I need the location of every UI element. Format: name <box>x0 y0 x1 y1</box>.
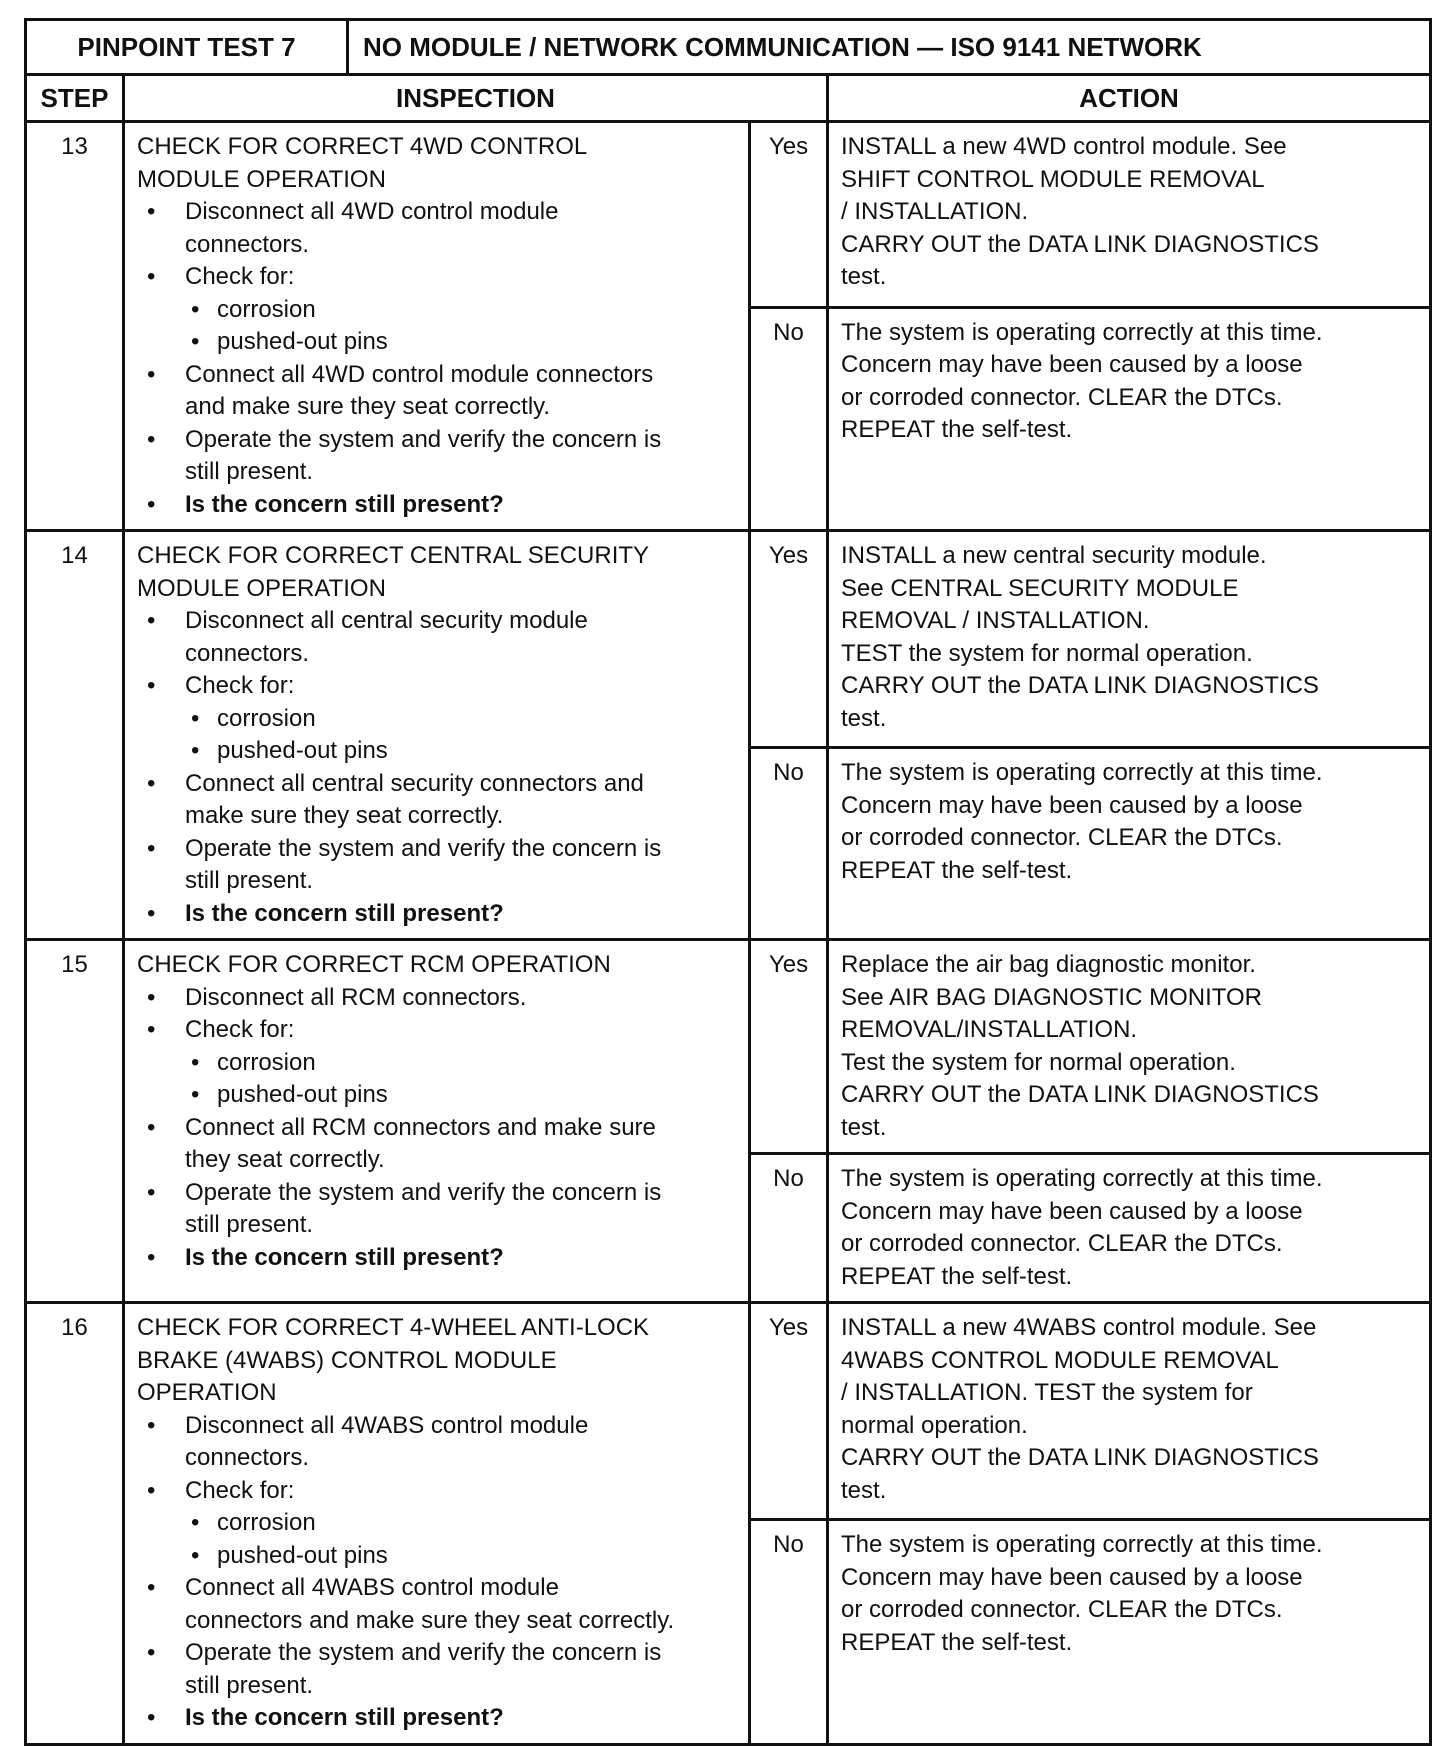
yes-action <box>828 1303 1431 1520</box>
action-line: or corroded connector. CLEAR the DTCs. <box>841 824 1283 852</box>
sub-bullet-item <box>137 294 738 327</box>
title-line: BRAKE (4WABS) CONTROL MODULE <box>137 1346 557 1374</box>
action-line: REPEAT the self-test. <box>841 856 1073 884</box>
no-label: No <box>750 307 828 530</box>
title-line: CHECK FOR CORRECT RCM OPERATION <box>137 951 611 978</box>
bullet-text <box>185 833 738 898</box>
question-text: Is the concern still present? <box>185 1243 504 1271</box>
pinpoint-test-document <box>24 18 1432 1746</box>
yes-action <box>828 531 1431 748</box>
action-line: Test the system for normal operation. <box>841 1048 1236 1076</box>
bullet-line: Disconnect all 4WABS control module <box>185 1411 589 1439</box>
title-line: MODULE OPERATION <box>137 165 386 193</box>
bullet-item <box>137 1014 738 1047</box>
bullet-icon: • <box>147 263 156 290</box>
action-line: The system is operating correctly at this time. <box>841 318 1323 346</box>
bullet-text <box>185 1177 738 1242</box>
diagnostic-steps-table <box>24 73 1432 1746</box>
bullet-text <box>185 1637 738 1702</box>
sub-bullet-item <box>137 1507 738 1540</box>
action-line: CARRY OUT the DATA LINK DIAGNOSTICS <box>841 1444 1319 1471</box>
action-line: or corroded connector. CLEAR the DTCs. <box>841 383 1283 411</box>
bullet-line: Connect all central security connectors and <box>185 769 644 797</box>
action-line: INSTALL a new 4WABS control module. See <box>841 1314 1317 1341</box>
yes-action <box>828 940 1431 1154</box>
bullet-line: they seat correctly. <box>185 1146 385 1173</box>
question-text: Is the concern still present? <box>185 899 504 927</box>
bullet-icon: • <box>147 1016 156 1043</box>
action-column-header: ACTION <box>828 75 1431 122</box>
action-line: INSTALL a new central security module. <box>841 542 1267 569</box>
action-line: CARRY OUT the DATA LINK DIAGNOSTICS <box>841 1081 1319 1108</box>
bullet-item <box>137 670 738 703</box>
title-line: OPERATION <box>137 1379 277 1406</box>
bullet-line: still present. <box>185 867 314 894</box>
no-action <box>828 1520 1431 1744</box>
bullet-line: connectors and make sure they seat correctly. <box>185 1606 675 1634</box>
step-number: 15 <box>26 940 124 1303</box>
action-line: The system is operating correctly at this time. <box>841 759 1323 787</box>
bullet-line: Operate the system and verify the concern is <box>185 425 662 453</box>
bullet-icon: • <box>191 295 200 323</box>
bullet-icon: • <box>147 425 156 453</box>
action-line: Concern may have been caused by a loose <box>841 1563 1303 1591</box>
sub-bullet-item <box>137 735 738 768</box>
bullet-line: still present. <box>185 1211 314 1238</box>
bullet-item <box>137 1475 738 1508</box>
bullet-line: Operate the system and verify the concern is <box>185 1178 662 1206</box>
bullet-line: connectors. <box>185 230 310 258</box>
bullet-text <box>185 982 738 1015</box>
no-label: No <box>750 1520 828 1744</box>
action-line: Concern may have been caused by a loose <box>841 791 1303 819</box>
bullet-item <box>137 833 738 898</box>
bullet-icon: • <box>147 672 156 699</box>
step-number: 13 <box>26 122 124 531</box>
bullet-line: Operate the system and verify the concern is <box>185 1639 662 1666</box>
action-line: TEST the system for normal operation. <box>841 639 1253 667</box>
question-text: Is the concern still present? <box>185 1704 504 1731</box>
bullet-icon: • <box>147 899 156 927</box>
action-line: INSTALL a new 4WD control module. See <box>841 133 1287 160</box>
bullet-item <box>137 359 738 424</box>
bullet-item <box>137 1177 738 1242</box>
bullet-icon: • <box>191 704 200 732</box>
action-line: The system is operating correctly at this time. <box>841 1165 1323 1192</box>
bullet-icon: • <box>147 607 156 634</box>
bullet-item <box>137 1242 738 1275</box>
bullet-text: Check for: <box>185 1016 295 1043</box>
bullet-icon: • <box>147 769 156 797</box>
bullet-icon: • <box>147 1243 156 1271</box>
action-line: REPEAT the self-test. <box>841 1262 1073 1290</box>
action-line: REMOVAL / INSTALLATION. <box>841 607 1150 634</box>
step-number: 14 <box>26 531 124 940</box>
step-row-15 <box>26 940 1431 1154</box>
bullet-text: pushed-out pins <box>217 1081 388 1108</box>
bullet-item <box>137 605 738 670</box>
no-action <box>828 748 1431 940</box>
inspection-cell <box>124 940 750 1303</box>
bullet-item <box>137 898 738 931</box>
title-line: CHECK FOR CORRECT CENTRAL SECURITY <box>137 542 650 569</box>
bullet-icon: • <box>147 1476 156 1504</box>
step-row-14 <box>26 531 1431 748</box>
inspection-title <box>137 131 738 196</box>
bullet-text: pushed-out pins <box>217 1541 388 1569</box>
bullet-text <box>185 1410 738 1475</box>
inspection-column-header: INSPECTION <box>124 75 828 122</box>
bullet-text: pushed-out pins <box>217 737 388 764</box>
inspection-cell <box>124 1303 750 1745</box>
bullet-line: Disconnect all 4WD control module <box>185 198 559 225</box>
bullet-item <box>137 1572 738 1637</box>
title-line: MODULE OPERATION <box>137 574 386 602</box>
bullet-line: and make sure they seat correctly. <box>185 393 551 420</box>
bullet-item <box>137 424 738 489</box>
bullet-text <box>185 359 738 424</box>
title-line: CHECK FOR CORRECT 4WD CONTROL <box>137 133 588 160</box>
bullet-icon: • <box>191 328 200 355</box>
inspection-cell <box>124 531 750 940</box>
bullet-icon: • <box>147 490 156 518</box>
sub-bullet-item <box>137 1540 738 1573</box>
bullet-text: Check for: <box>185 672 295 699</box>
action-line: REPEAT the self-test. <box>841 416 1073 444</box>
bullet-item <box>137 1637 738 1702</box>
yes-label: Yes <box>750 1303 828 1520</box>
action-line: test. <box>841 263 887 290</box>
action-line: test. <box>841 704 887 732</box>
bullet-icon: • <box>147 1113 156 1141</box>
question-text: Is the concern still present? <box>185 490 504 518</box>
bullet-text: corrosion <box>217 1509 316 1536</box>
bullet-icon: • <box>191 1048 200 1076</box>
action-line: CARRY OUT the DATA LINK DIAGNOSTICS <box>841 672 1319 699</box>
bullet-text <box>185 605 738 670</box>
inspection-title <box>137 1312 738 1410</box>
bullet-icon: • <box>191 1509 200 1536</box>
no-label: No <box>750 1154 828 1303</box>
test-title: NO MODULE / NETWORK COMMUNICATION — ISO 9141 NETWORK <box>348 20 1431 75</box>
bullet-text: pushed-out pins <box>217 328 388 355</box>
bullet-text <box>185 1572 738 1637</box>
action-line: Concern may have been caused by a loose <box>841 1197 1303 1225</box>
action-line: test. <box>841 1476 887 1504</box>
bullet-item <box>137 1702 738 1735</box>
inspection-title <box>137 540 738 605</box>
bullet-text: Check for: <box>185 263 295 290</box>
action-line: The system is operating correctly at this time. <box>841 1531 1323 1559</box>
bullet-line: Connect all 4WD control module connectors <box>185 360 654 388</box>
bullet-line: Operate the system and verify the concern is <box>185 834 662 862</box>
action-line: CARRY OUT the DATA LINK DIAGNOSTICS <box>841 230 1319 258</box>
bullet-text: Check for: <box>185 1476 295 1504</box>
bullet-item <box>137 982 738 1015</box>
step-column-header: STEP <box>26 75 124 122</box>
action-line: / INSTALLATION. <box>841 198 1029 225</box>
bullet-item <box>137 1112 738 1177</box>
action-line: REPEAT the self-test. <box>841 1628 1073 1656</box>
test-header-table <box>24 18 1432 76</box>
bullet-line: Disconnect all central security module <box>185 607 588 634</box>
bullet-icon: • <box>147 983 156 1011</box>
sub-bullet-item <box>137 326 738 359</box>
bullet-text <box>185 768 738 833</box>
action-line: SHIFT CONTROL MODULE REMOVAL <box>841 165 1265 193</box>
sub-bullet-item <box>137 1079 738 1112</box>
bullet-line: Disconnect all RCM connectors. <box>185 983 527 1011</box>
action-line: Replace the air bag diagnostic monitor. <box>841 951 1256 978</box>
bullet-item <box>137 196 738 261</box>
action-line: test. <box>841 1113 887 1141</box>
bullet-line: make sure they seat correctly. <box>185 802 504 829</box>
action-line: or corroded connector. CLEAR the DTCs. <box>841 1230 1283 1257</box>
bullet-text <box>185 1112 738 1177</box>
bullet-icon: • <box>191 1081 200 1108</box>
bullet-icon: • <box>147 1639 156 1666</box>
bullet-icon: • <box>147 1178 156 1206</box>
sub-bullet-item <box>137 703 738 736</box>
action-line: See CENTRAL SECURITY MODULE <box>841 574 1239 602</box>
bullet-line: Connect all 4WABS control module <box>185 1574 559 1601</box>
bullet-text: corrosion <box>217 1048 316 1076</box>
bullet-text: corrosion <box>217 704 316 732</box>
action-line: 4WABS CONTROL MODULE REMOVAL <box>841 1346 1279 1374</box>
action-line: or corroded connector. CLEAR the DTCs. <box>841 1596 1283 1624</box>
action-line: REMOVAL/INSTALLATION. <box>841 1016 1138 1043</box>
bullet-text <box>185 424 738 489</box>
bullet-text <box>185 196 738 261</box>
bullet-item <box>137 489 738 522</box>
bullet-text: corrosion <box>217 295 316 323</box>
bullet-line: connectors. <box>185 1444 310 1471</box>
action-line: See AIR BAG DIAGNOSTIC MONITOR <box>841 983 1262 1011</box>
bullet-icon: • <box>147 1704 156 1731</box>
bullet-icon: • <box>147 198 156 225</box>
test-label: PINPOINT TEST 7 <box>26 20 348 75</box>
step-number: 16 <box>26 1303 124 1745</box>
inspection-title <box>137 949 738 982</box>
bullet-icon: • <box>191 737 200 764</box>
yes-label: Yes <box>750 940 828 1154</box>
bullet-icon: • <box>147 360 156 388</box>
bullet-line: Connect all RCM connectors and make sure <box>185 1113 656 1141</box>
bullet-line: still present. <box>185 1671 314 1699</box>
bullet-icon: • <box>147 1574 156 1601</box>
bullet-icon: • <box>191 1541 200 1569</box>
no-action <box>828 1154 1431 1303</box>
step-row-13 <box>26 122 1431 308</box>
yes-label: Yes <box>750 122 828 308</box>
bullet-line: still present. <box>185 458 314 485</box>
bullet-item <box>137 1410 738 1475</box>
action-line: Concern may have been caused by a loose <box>841 351 1303 379</box>
title-line: CHECK FOR CORRECT 4-WHEEL ANTI-LOCK <box>137 1314 650 1341</box>
bullet-icon: • <box>147 1411 156 1439</box>
no-action <box>828 307 1431 530</box>
bullet-icon: • <box>147 834 156 862</box>
inspection-cell <box>124 122 750 531</box>
bullet-line: connectors. <box>185 639 310 667</box>
sub-bullet-item <box>137 1047 738 1080</box>
step-row-16 <box>26 1303 1431 1520</box>
yes-label: Yes <box>750 531 828 748</box>
bullet-item <box>137 768 738 833</box>
no-label: No <box>750 748 828 940</box>
action-line: normal operation. <box>841 1411 1028 1439</box>
yes-action <box>828 122 1431 308</box>
bullet-item <box>137 261 738 294</box>
action-line: / INSTALLATION. TEST the system for <box>841 1379 1253 1406</box>
